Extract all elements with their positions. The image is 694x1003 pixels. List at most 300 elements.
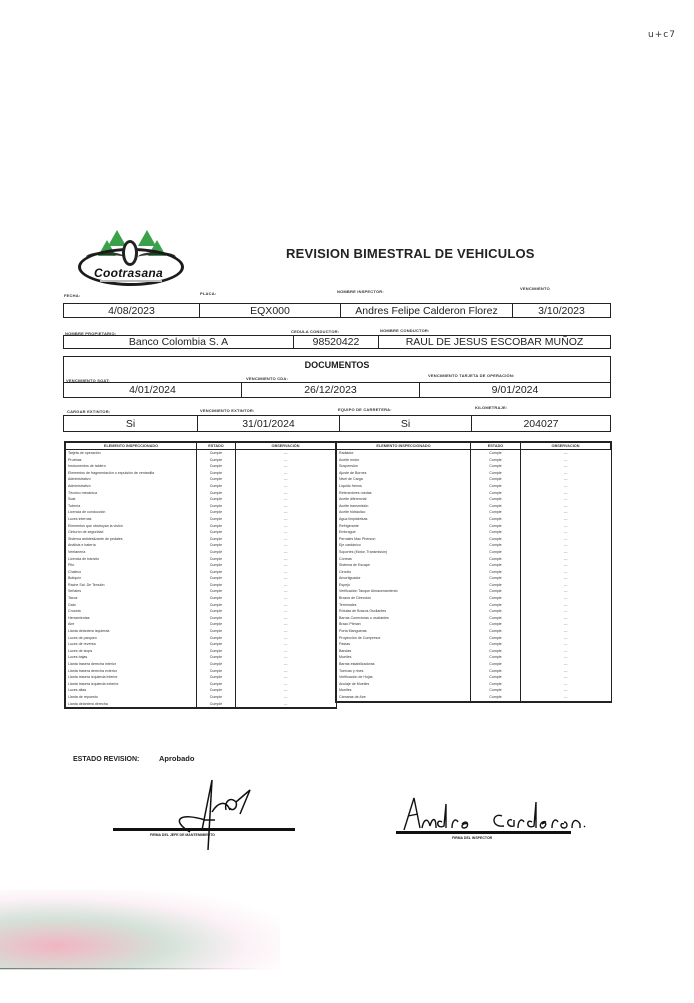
observacion-cell: --- xyxy=(283,681,288,686)
table-row xyxy=(66,470,336,477)
table-row xyxy=(66,681,336,688)
observacion-cell: --- xyxy=(563,642,568,647)
element-cell: Nivel de Carga xyxy=(337,476,471,483)
estado-cell: Cumple xyxy=(471,661,521,668)
estado-cell: Cumple xyxy=(471,549,521,556)
estado-cell: Cumple xyxy=(471,496,521,503)
table-row xyxy=(66,536,336,543)
observacion-cell: --- xyxy=(563,451,568,455)
table-row xyxy=(66,549,336,556)
conductor-label: NOMBRE CONDUCTOR: xyxy=(380,328,430,333)
element-cell: Señales xyxy=(66,588,197,595)
observacion-cell: --- xyxy=(283,629,288,634)
estado-cell: Cumple xyxy=(197,516,236,523)
observacion-cell: --- xyxy=(283,648,288,653)
table-row xyxy=(337,450,611,457)
estado-cell: Cumple xyxy=(197,457,236,464)
observacion-cell: --- xyxy=(563,635,568,640)
table-row xyxy=(66,582,336,589)
element-cell: Tarjeta de operación xyxy=(66,450,197,457)
observacion-cell: --- xyxy=(563,464,568,469)
estado-cell: Cumple xyxy=(471,602,521,609)
element-cell: Soportes (Motor, Transmisión) xyxy=(337,549,471,556)
estado-cell: Cumple xyxy=(197,687,236,694)
jefe-signature-line xyxy=(113,828,295,831)
observacion-cell: --- xyxy=(563,602,568,607)
table-row xyxy=(66,569,336,576)
extintor-label: CARGAR EXTINTOR: xyxy=(67,409,111,414)
observacion-cell: --- xyxy=(283,477,288,482)
table-row xyxy=(337,648,611,655)
table-row xyxy=(66,483,336,490)
table-row xyxy=(66,694,336,701)
table-row xyxy=(66,674,336,681)
element-cell: Licencia de tránsito xyxy=(66,556,197,563)
header-observacion: OBSERVACIÓN xyxy=(236,443,336,450)
observacion-cell: --- xyxy=(563,483,568,488)
element-cell: Ajuste de Bornes xyxy=(337,470,471,477)
element-cell: Radiador xyxy=(337,450,471,457)
estado-cell: Cumple xyxy=(471,635,521,642)
estado-cell: Cumple xyxy=(471,648,521,655)
observacion-cell: --- xyxy=(283,596,288,601)
observacion-cell: --- xyxy=(563,470,568,475)
element-cell: Verificación Tanque Almacenamiento xyxy=(337,588,471,595)
table-row xyxy=(337,496,611,503)
table-row xyxy=(66,654,336,661)
observacion-cell: --- xyxy=(283,457,288,462)
estado-cell: Cumple xyxy=(471,542,521,549)
table-row xyxy=(337,549,611,556)
estado-cell: Cumple xyxy=(197,529,236,536)
observacion-cell: --- xyxy=(283,464,288,469)
estado-cell: Cumple xyxy=(471,694,521,701)
estado-cell: Cumple xyxy=(471,490,521,497)
jefe-signature xyxy=(160,772,270,852)
table-row xyxy=(66,635,336,642)
observacion-cell: --- xyxy=(283,668,288,673)
table-row xyxy=(337,470,611,477)
table-row xyxy=(337,661,611,668)
soat-value: 4/01/2024 xyxy=(64,383,242,397)
observacion-cell: --- xyxy=(283,556,288,561)
estado-cell: Cumple xyxy=(197,542,236,549)
element-cell: Llanta trasera derecha interior xyxy=(66,661,197,668)
header-row-4 xyxy=(63,415,611,432)
element-cell: Eje cardánico xyxy=(337,542,471,549)
estado-cell: Cumple xyxy=(197,595,236,602)
estado-cell: Cumple xyxy=(197,661,236,668)
estado-cell: Cumple xyxy=(197,503,236,510)
table-row xyxy=(66,556,336,563)
table-row xyxy=(66,615,336,622)
cda-value: 26/12/2023 xyxy=(242,383,420,397)
observacion-cell: --- xyxy=(283,688,288,693)
observacion-cell: --- xyxy=(283,602,288,607)
observacion-cell: --- xyxy=(563,477,568,482)
observacion-cell: --- xyxy=(283,576,288,581)
element-cell: Llanta trasera izquierda exterior xyxy=(66,681,197,688)
element-cell: Herramientas xyxy=(66,615,197,622)
estado-cell: Cumple xyxy=(471,582,521,589)
element-cell: Muelles xyxy=(337,687,471,694)
header-estado: ESTADO xyxy=(471,443,521,450)
venc-extintor-value: 31/01/2024 xyxy=(198,416,340,431)
table-row xyxy=(337,595,611,602)
table-row xyxy=(337,687,611,694)
observacion-cell: --- xyxy=(563,655,568,660)
estado-cell: Cumple xyxy=(197,681,236,688)
inspection-right-body xyxy=(337,450,611,702)
estado-cell: Cumple xyxy=(471,483,521,490)
conductor-value: RAUL DE JESUS ESCOBAR MUÑOZ xyxy=(405,336,584,348)
estado-revision-value: Aprobado xyxy=(159,754,195,763)
element-cell: Administrativo xyxy=(66,483,197,490)
observacion-cell: --- xyxy=(283,662,288,666)
element-cell: Ventanería xyxy=(66,549,197,556)
observacion-cell: --- xyxy=(236,701,336,708)
documentos-row xyxy=(63,382,611,398)
element-cell: Llanta trasera izquierda interior xyxy=(66,674,197,681)
element-cell: Luces bajas xyxy=(66,654,197,661)
estado-cell: Cumple xyxy=(471,575,521,582)
estado-cell: Cumple xyxy=(471,615,521,622)
element-cell: Porta Mangueras xyxy=(337,628,471,635)
element-cell: Llanta delantera izquierda xyxy=(66,628,197,635)
table-row xyxy=(337,483,611,490)
observacion-cell: --- xyxy=(283,655,288,660)
element-cell: Cruceta xyxy=(66,608,197,615)
observacion-cell: --- xyxy=(283,530,288,535)
observacion-cell: --- xyxy=(563,681,568,686)
observacion-cell: --- xyxy=(283,497,288,502)
table-row xyxy=(337,621,611,628)
cootrasana-logo xyxy=(76,230,188,290)
table-row xyxy=(66,641,336,648)
table-row xyxy=(66,575,336,582)
estado-cell: Cumple xyxy=(197,463,236,470)
table-row xyxy=(66,503,336,510)
observacion-cell: --- xyxy=(283,675,288,680)
soat-label: VENCIMIENTO SOAT: xyxy=(66,378,110,383)
element-cell: Cámaras de Aire xyxy=(337,694,471,701)
estado-cell: Cumple xyxy=(197,483,236,490)
table-row xyxy=(337,556,611,563)
estado-cell: Cumple xyxy=(197,476,236,483)
observacion-cell: --- xyxy=(283,503,288,508)
estado-cell: Cumple xyxy=(197,582,236,589)
inspector-label: NOMBRE INSPECTOR: xyxy=(337,289,384,294)
element-cell: Luces de parqueo xyxy=(66,635,197,642)
observacion-cell: --- xyxy=(563,523,568,528)
table-row xyxy=(337,529,611,536)
table-row xyxy=(66,523,336,530)
element-cell: Brazos de Dirección xyxy=(337,595,471,602)
element-cell: Aceite transmisión xyxy=(337,503,471,510)
element-cell: Rache Sal. De Tensión xyxy=(66,582,197,589)
observacion-cell: --- xyxy=(563,609,568,614)
table-row xyxy=(66,496,336,503)
element-cell: Tubería xyxy=(66,503,197,510)
observacion-cell: --- xyxy=(283,609,288,614)
vencimiento-label: VENCIMIENTO xyxy=(520,286,550,291)
observacion-cell: --- xyxy=(563,563,568,568)
estado-cell: Cumple xyxy=(471,628,521,635)
element-cell: Pastas xyxy=(337,641,471,648)
table-row xyxy=(66,463,336,470)
element-cell: Retenedores ruedas xyxy=(337,490,471,497)
cedula-value: 98520422 xyxy=(294,336,379,348)
estado-cell: Cumple xyxy=(471,681,521,688)
element-cell: Agua limpiabrisas xyxy=(337,516,471,523)
estado-cell: Cumple xyxy=(197,602,236,609)
element-cell: Barras estabilizadoras xyxy=(337,661,471,668)
table-row xyxy=(337,674,611,681)
estado-cell: Cumple xyxy=(471,608,521,615)
element-cell: Aire xyxy=(66,621,197,628)
observacion-cell: --- xyxy=(283,451,288,455)
observacion-cell: --- xyxy=(563,543,568,548)
inspection-table-left xyxy=(64,441,337,709)
observacion-cell: --- xyxy=(563,675,568,680)
table-row xyxy=(337,503,611,510)
element-cell: Elementos de fragmentación o expulsión de ventanilla xyxy=(66,470,197,477)
table-row xyxy=(66,687,336,694)
table-row xyxy=(66,529,336,536)
observacion-cell: --- xyxy=(283,563,288,568)
estado-cell: Cumple xyxy=(197,621,236,628)
observacion-cell: --- xyxy=(283,569,288,574)
table-row xyxy=(66,701,336,708)
element-cell: Cinturón de seguridad xyxy=(66,529,197,536)
kilometraje-label: KILOMETRAJE: xyxy=(475,405,508,410)
element-cell: Pernales Mac Pherson xyxy=(337,536,471,543)
observacion-cell: --- xyxy=(563,556,568,561)
table-row xyxy=(337,635,611,642)
jefe-signature-label: FIRMA DEL JEFE DE MANTENIMIENTO xyxy=(150,833,215,837)
table-row xyxy=(337,615,611,622)
element-cell: Luces de stops xyxy=(66,648,197,655)
observacion-cell: --- xyxy=(283,589,288,594)
element-cell: Líquido frenos xyxy=(337,483,471,490)
element-cell: Luces altas xyxy=(66,687,197,694)
table-row xyxy=(66,450,336,457)
kilometraje-value: 204027 xyxy=(523,417,559,430)
observacion-cell: --- xyxy=(283,622,288,627)
estado-cell: Cumple xyxy=(471,503,521,510)
observacion-cell: --- xyxy=(563,490,568,495)
element-cell: Muelles xyxy=(337,654,471,661)
placa-label: PLACA: xyxy=(200,291,217,296)
logo-tagline xyxy=(100,280,162,282)
element-cell: Suspensión xyxy=(337,463,471,470)
observacion-cell: --- xyxy=(563,549,568,554)
table-row xyxy=(66,661,336,668)
observacion-cell: --- xyxy=(563,510,568,515)
element-cell: Rótulas de Brazos Oscilantes xyxy=(337,608,471,615)
estado-cell: Cumple xyxy=(197,648,236,655)
vencimiento-value: 3/10/2023 xyxy=(538,304,585,317)
inspector-signature-label: FIRMA DEL INSPECTOR xyxy=(452,836,493,840)
estado-cell: Cumple xyxy=(197,549,236,556)
estado-cell: Cumple xyxy=(197,536,236,543)
observacion-cell: --- xyxy=(563,622,568,627)
element-cell: Pito xyxy=(66,562,197,569)
estado-cell: Cumple xyxy=(197,569,236,576)
element-cell: Elementos que obstruyan la visión xyxy=(66,523,197,530)
table-row xyxy=(66,595,336,602)
element-cell: Proyección de Compresor xyxy=(337,635,471,642)
table-row xyxy=(66,562,336,569)
table-row xyxy=(337,476,611,483)
observacion-cell: --- xyxy=(563,589,568,594)
inspector-signature xyxy=(396,794,586,836)
estado-cell: Cumple xyxy=(471,654,521,661)
table-row xyxy=(337,542,611,549)
table-row xyxy=(337,536,611,543)
estado-cell: Cumple xyxy=(197,608,236,615)
observacion-cell: --- xyxy=(283,543,288,548)
table-row xyxy=(66,621,336,628)
estado-cell: Cumple xyxy=(471,621,521,628)
table-row xyxy=(337,668,611,675)
observacion-cell: --- xyxy=(563,688,568,693)
table-row xyxy=(337,575,611,582)
estado-cell: Cumple xyxy=(197,694,236,701)
table-row xyxy=(337,641,611,648)
element-cell: Luces internas xyxy=(66,516,197,523)
element-cell: Espejo xyxy=(337,582,471,589)
estado-cell: Cumple xyxy=(197,470,236,477)
table-row xyxy=(337,490,611,497)
observacion-cell: --- xyxy=(563,503,568,508)
observacion-cell: --- xyxy=(563,582,568,587)
table-row xyxy=(66,490,336,497)
estado-cell: Cumple xyxy=(197,674,236,681)
estado-cell: Cumple xyxy=(197,654,236,661)
estado-cell: Cumple xyxy=(197,562,236,569)
table-row xyxy=(66,602,336,609)
observacion-cell: --- xyxy=(563,648,568,653)
element-cell: Verificación de Hojas xyxy=(337,674,471,681)
estado-cell: Cumple xyxy=(197,490,236,497)
observacion-cell: --- xyxy=(283,516,288,521)
observacion-cell: --- xyxy=(521,694,611,701)
observacion-cell: --- xyxy=(563,629,568,634)
element-cell: Amortiguador xyxy=(337,575,471,582)
estado-cell: Cumple xyxy=(197,628,236,635)
element-cell: Llanta trasera derecha exterior xyxy=(66,668,197,675)
element-cell: Embrague xyxy=(337,529,471,536)
element-cell: Circuito xyxy=(337,569,471,576)
element-cell: Sistema de Escape xyxy=(337,562,471,569)
table-row xyxy=(66,542,336,549)
estado-cell: Cumple xyxy=(471,556,521,563)
header-elemento: ELEMENTO INSPECCIONADO xyxy=(337,443,471,450)
observacion-cell: --- xyxy=(283,582,288,587)
equipo-value: Si xyxy=(340,416,472,431)
estado-cell: Cumple xyxy=(471,516,521,523)
element-cell: Brazo Pitman xyxy=(337,621,471,628)
tarjeta-value: 9/01/2024 xyxy=(491,384,539,396)
equipo-label: EQUIPO DE CARRETERA: xyxy=(338,407,392,412)
observacion-cell: --- xyxy=(283,483,288,488)
estado-revision-label: ESTADO REVISION: xyxy=(73,756,140,763)
estado-cell: Cumple xyxy=(197,588,236,595)
estado-cell: Cumple xyxy=(471,536,521,543)
table-row xyxy=(66,509,336,516)
observacion-cell: --- xyxy=(283,536,288,541)
table-row xyxy=(337,562,611,569)
element-cell: Gato xyxy=(66,602,197,609)
header-observacion: OBSERVACION xyxy=(521,443,611,450)
element-cell: Técnico mecánica xyxy=(66,490,197,497)
table-row xyxy=(337,681,611,688)
cedula-label: CEDULA CONDUCTOR: xyxy=(291,329,340,334)
table-row xyxy=(337,602,611,609)
element-cell: Correas xyxy=(337,556,471,563)
estado-cell: Cumple xyxy=(197,509,236,516)
observacion-cell: --- xyxy=(283,642,288,647)
table-row xyxy=(337,582,611,589)
estado-cell: Cumple xyxy=(471,668,521,675)
estado-cell: Cumple xyxy=(197,556,236,563)
estado-cell: Cumple xyxy=(471,595,521,602)
estado-cell: Cumple xyxy=(471,562,521,569)
element-cell: Anclaje de Muelles xyxy=(337,681,471,688)
element-cell: Licencia de conducción xyxy=(66,509,197,516)
observacion-cell: --- xyxy=(563,668,568,673)
table-row xyxy=(337,628,611,635)
venc-extintor-label: VENCIMIENTO EXTINTOR: xyxy=(200,408,255,413)
element-cell: Pruebas xyxy=(66,457,197,464)
observacion-cell: --- xyxy=(283,615,288,620)
header-estado: ESTADO xyxy=(197,443,236,450)
table-row xyxy=(337,694,611,701)
estado-cell: Cumple xyxy=(471,641,521,648)
element-cell: Sistema antideslizante de pedales xyxy=(66,536,197,543)
table-row xyxy=(66,668,336,675)
estado-cell: Cumple xyxy=(197,635,236,642)
inspector-signature-line xyxy=(396,831,571,834)
table-row xyxy=(66,608,336,615)
table-row xyxy=(66,476,336,483)
estado-cell: Cumple xyxy=(197,523,236,530)
table-row xyxy=(337,463,611,470)
element-cell: Llanta de repuesto xyxy=(66,694,197,701)
table-row xyxy=(337,509,611,516)
element-cell: Luces de reversa xyxy=(66,641,197,648)
table-row xyxy=(337,588,611,595)
estado-cell: Cumple xyxy=(197,701,236,708)
element-cell: Aceite diferencial xyxy=(337,496,471,503)
observacion-cell: --- xyxy=(283,523,288,528)
observacion-cell: --- xyxy=(283,510,288,515)
fecha-value: 4/08/2023 xyxy=(64,304,200,317)
header-row-1 xyxy=(63,303,611,318)
element-cell: Llanta delantera derecha xyxy=(66,701,197,708)
table-row xyxy=(337,569,611,576)
estado-cell: Cumple xyxy=(471,529,521,536)
element-cell: Refrigerante xyxy=(337,523,471,530)
header-row-2 xyxy=(63,335,611,349)
observacion-cell: --- xyxy=(563,516,568,521)
estado-cell: Cumple xyxy=(197,615,236,622)
element-cell: Botiquín xyxy=(66,575,197,582)
propietario-label: NOMBRE PROPIETARIO: xyxy=(65,331,117,336)
element-cell: Bandas xyxy=(337,648,471,655)
estado-cell: Cumple xyxy=(197,450,236,457)
